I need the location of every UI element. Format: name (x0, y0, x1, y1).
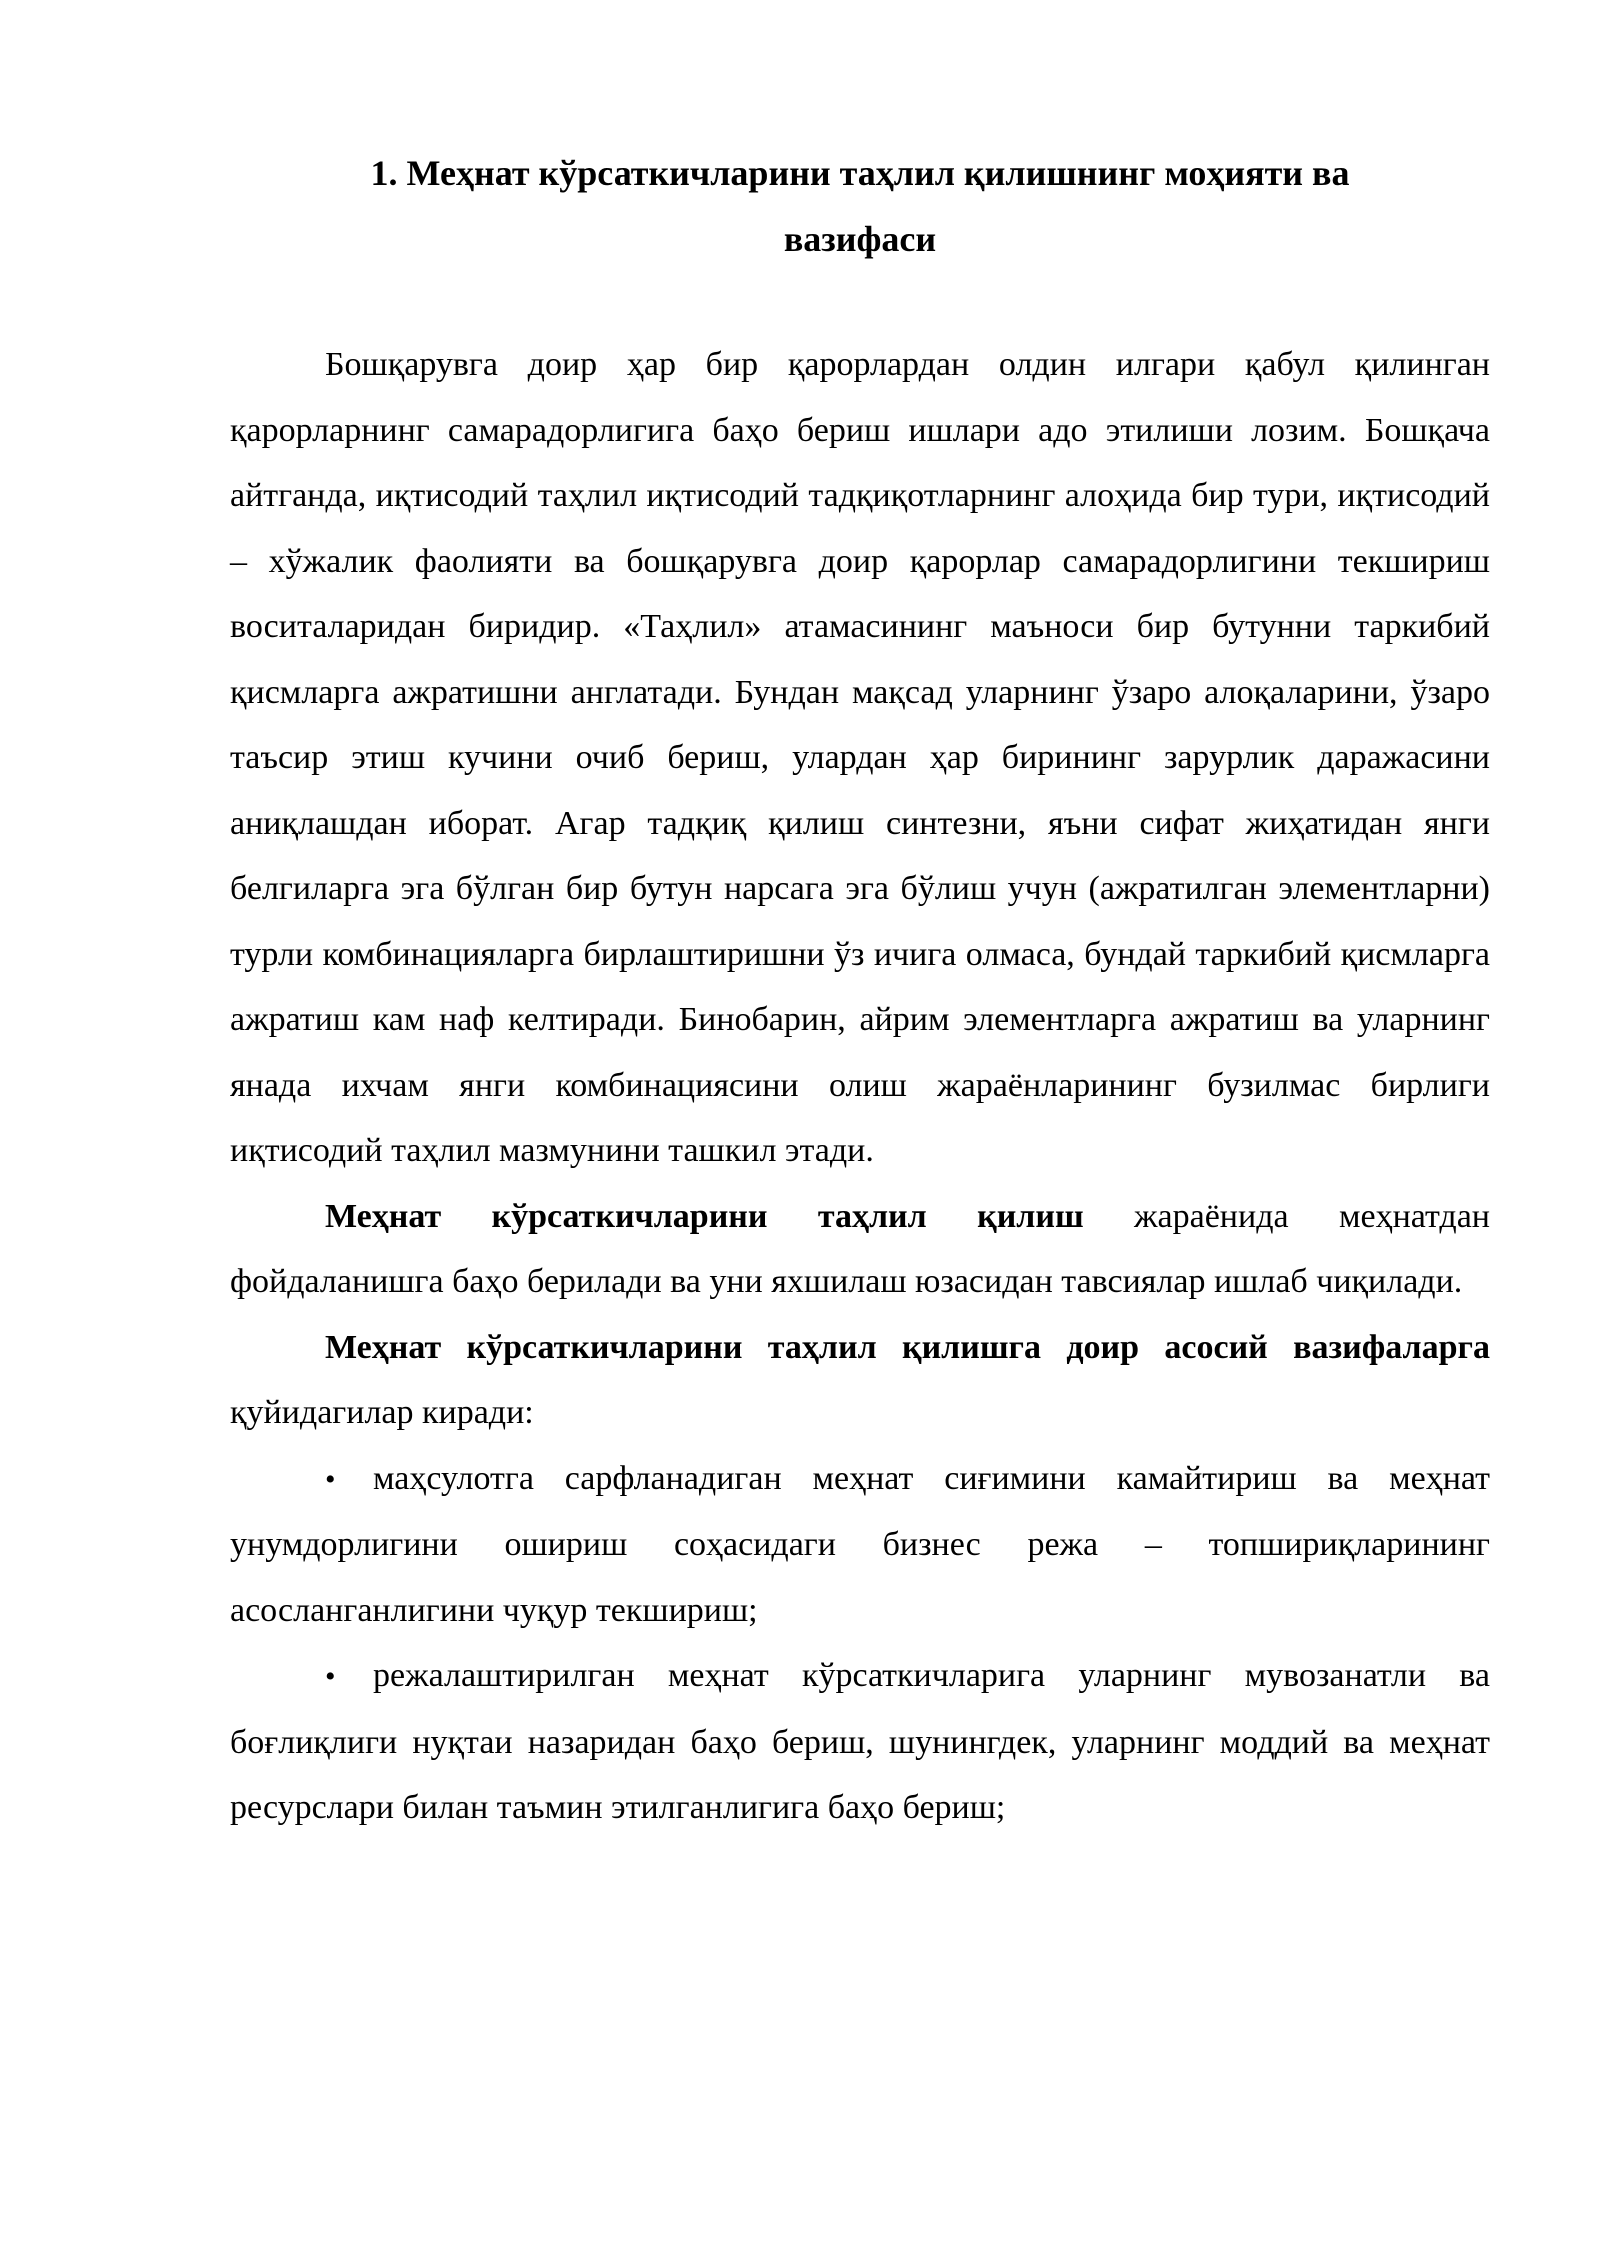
section-title-line1: 1. Меҳнат кўрсаткичларини таҳлил қилишнинг моҳияти ва (370, 153, 1350, 193)
task-text: маҳсулотга сарфланадиган меҳнат сиғимини камайтириш ва меҳнат унумдорлигини ошириш соҳасидаги бизнес режа – топшириқларининг асосланганлигини чуқур текшириш; (230, 1459, 1490, 1629)
section-title-line2: вазифаси (783, 219, 937, 259)
paragraph-labor-analysis-bold: Меҳнат кўрсаткичларини таҳлил қилиш (325, 1197, 1084, 1235)
document-content (230, 140, 1490, 1841)
bullet-icon: • (325, 1462, 336, 1496)
tasks-list (230, 1446, 1490, 1841)
paragraph-labor-analysis-text: жараёнида меҳнатдан фойдаланишга баҳо берилади ва уни яхшилаш юзасидан тавсиялар ишлаб чиқилади. (230, 1197, 1490, 1300)
section-title (230, 140, 1490, 272)
list-item (230, 1643, 1490, 1841)
task-text: режалаштирилган меҳнат кўрсаткичларига уларнинг мувозанатли ва боғлиқлиги нуқтаи назаридан баҳо бериш, шунингдек, уларнинг моддий ва меҳнат ресурслари билан таъмин этилганлигига баҳо бериш; (230, 1657, 1490, 1826)
paragraph-main-tasks (230, 1315, 1490, 1446)
list-item (230, 1446, 1490, 1644)
paragraph-main-tasks-text: қуйидагилар киради: (230, 1394, 534, 1431)
paragraph-analysis-definition: Бошқарувга доир ҳар бир қарорлардан олдин илгари қабул қилинган қарорларнинг самарадорлигига баҳо бериш ишлари адо этилиши лозим. Бошқача айтганда, иқтисодий таҳлил иқтисодий тадқиқотларнинг алоҳида бир тури, иқтисодий – хўжалик фаолияти ва бошқарувга доир қарорлар самарадорлигини текшириш воситаларидан биридир. «Таҳлил» атамасининг маъноси бир бутунни таркибий қисмларга ажратишни англатади. Бундан мақсад уларнинг ўзаро алоқаларини, ўзаро таъсир этиш кучини очиб бериш, улардан ҳар бирининг зарурлик даражасини аниқлашдан иборат. Агар тадқиқ қилиш синтезни, яъни сифат жиҳатидан янги белгиларга эга бўлган бир бутун нарсага эга бўлиш учун (ажратилган элементларни) турли комбинацияларга бирлаштиришни ўз ичига олмаса, бундай таркибий қисмларга ажратиш кам наф келтиради. Бинобарин, айрим элементларга ажратиш ва уларнинг янада ихчам янги комбинациясини олиш жараёнларининг бузилмас бирлиги иқтисодий таҳлил мазмунини ташкил этади. (230, 346, 1490, 1169)
paragraph-main-tasks-bold: Меҳнат кўрсаткичларини таҳлил қилишга доир асосий вазифаларга (325, 1328, 1490, 1366)
bullet-icon: • (325, 1660, 336, 1693)
paragraph-labor-analysis (230, 1184, 1490, 1315)
